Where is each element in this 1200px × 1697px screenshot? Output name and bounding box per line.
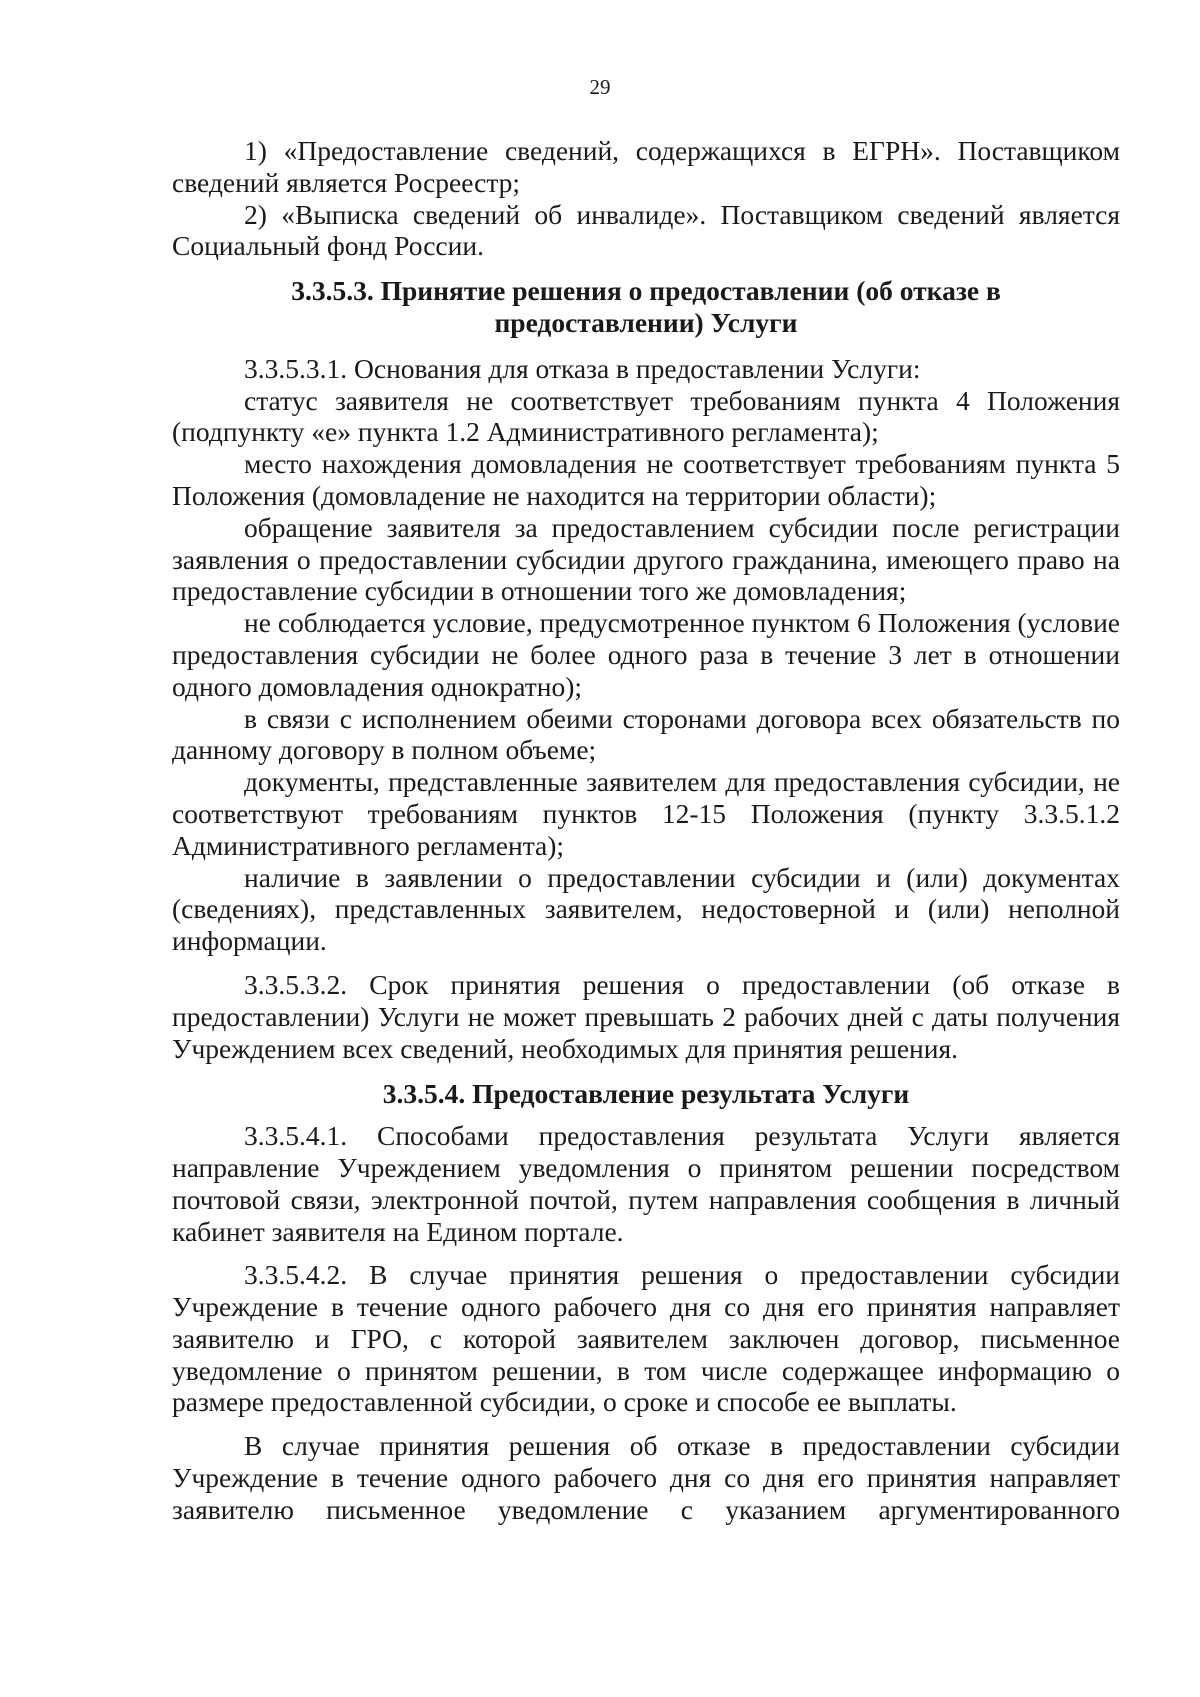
paragraph-decision-deadline: 3.3.5.3.2. Срок принятия решения о предоставлении (об отказе в предоставлении) Услуги не может превышать 2 рабочих дней с даты получения Учреждением всех сведений, необходимых для принятия решения. <box>172 968 1120 1064</box>
section-heading-decision: 3.3.5.3. Принятие решения о предоставлении (об отказе в предоставлении) Услуги <box>291 275 1001 338</box>
paragraph-refusal-ground-information: наличие в заявлении о предоставлении субсидии и (или) документах (сведениях), представленных заявителем, недостоверной и (или) неполной информации. <box>172 861 1120 957</box>
paragraph-refusal-ground-location: место нахождения домовладения не соответствует требованиям пункта 5 Положения (домовладение не находится на территории области); <box>172 448 1120 511</box>
paragraph-refusal-ground-duplicate: обращение заявителя за предоставлением субсидии после регистрации заявления о предоставлении субсидии другого гражданина, имеющего право на предоставление субсидии в отношении того же домовладения; <box>172 511 1120 607</box>
paragraph-refusal-ground-contract: в связи с исполнением обеими сторонами договора всех обязательств по данному договору в полном объеме; <box>172 702 1120 766</box>
paragraph-refusal-grounds-intro: 3.3.5.3.1. Основания для отказа в предоставлении Услуги: <box>244 352 921 384</box>
paragraph-approval-notice: 3.3.5.4.2. В случае принятия решения о предоставлении субсидии Учреждение в течение одного рабочего дня со дня его принятия направляет заявителю и ГРО, с которой заявителем заключен договор, письменное уведомление о принятом решении, в том числе содержащее информацию о размере предоставленной субсидии, о сроке и способе ее выплаты. <box>172 1259 1120 1418</box>
paragraph-refusal-ground-status: статус заявителя не соответствует требованиям пункта 4 Положения (подпункту «е» пункта 1.2 Административного регламента); <box>172 384 1120 448</box>
paragraph-egrn-source: 1) «Предоставление сведений, содержащихся в ЕГРН». Поставщиком сведений является Росреестр; <box>172 135 1120 198</box>
document-body <box>172 135 1120 1526</box>
paragraph-refusal-ground-documents: документы, представленные заявителем для предоставления субсидии, не соответствуют требованиям пунктов 12-15 Положения (пункту 3.3.5.1.2 Административного регламента); <box>172 766 1120 861</box>
paragraph-result-methods: 3.3.5.4.1. Способами предоставления результата Услуги является направление Учреждением уведомления о принятом решении посредством почтовой связи, электронной почтой, путем направления сообщения в личный кабинет заявителя на Едином портале. <box>172 1120 1120 1247</box>
paragraph-refusal-ground-condition: не соблюдается условие, предусмотренное пунктом 6 Положения (условие предоставления субсидии не более одного раза в течение 3 лет в отношении одного домовладения однократно); <box>172 607 1120 702</box>
paragraph-refusal-notice: В случае принятия решения об отказе в предоставлении субсидии Учреждение в течение одного рабочего дня со дня его принятия направляет заявителю письменное уведомление с указанием аргументированного <box>172 1430 1120 1525</box>
paragraph-disability-source: 2) «Выписка сведений об инвалиде». Поставщиком сведений является Социальный фонд России. <box>172 198 1120 262</box>
page-number: 29 <box>589 75 611 99</box>
section-heading-result: 3.3.5.4. Предоставление результата Услуги <box>382 1078 910 1110</box>
